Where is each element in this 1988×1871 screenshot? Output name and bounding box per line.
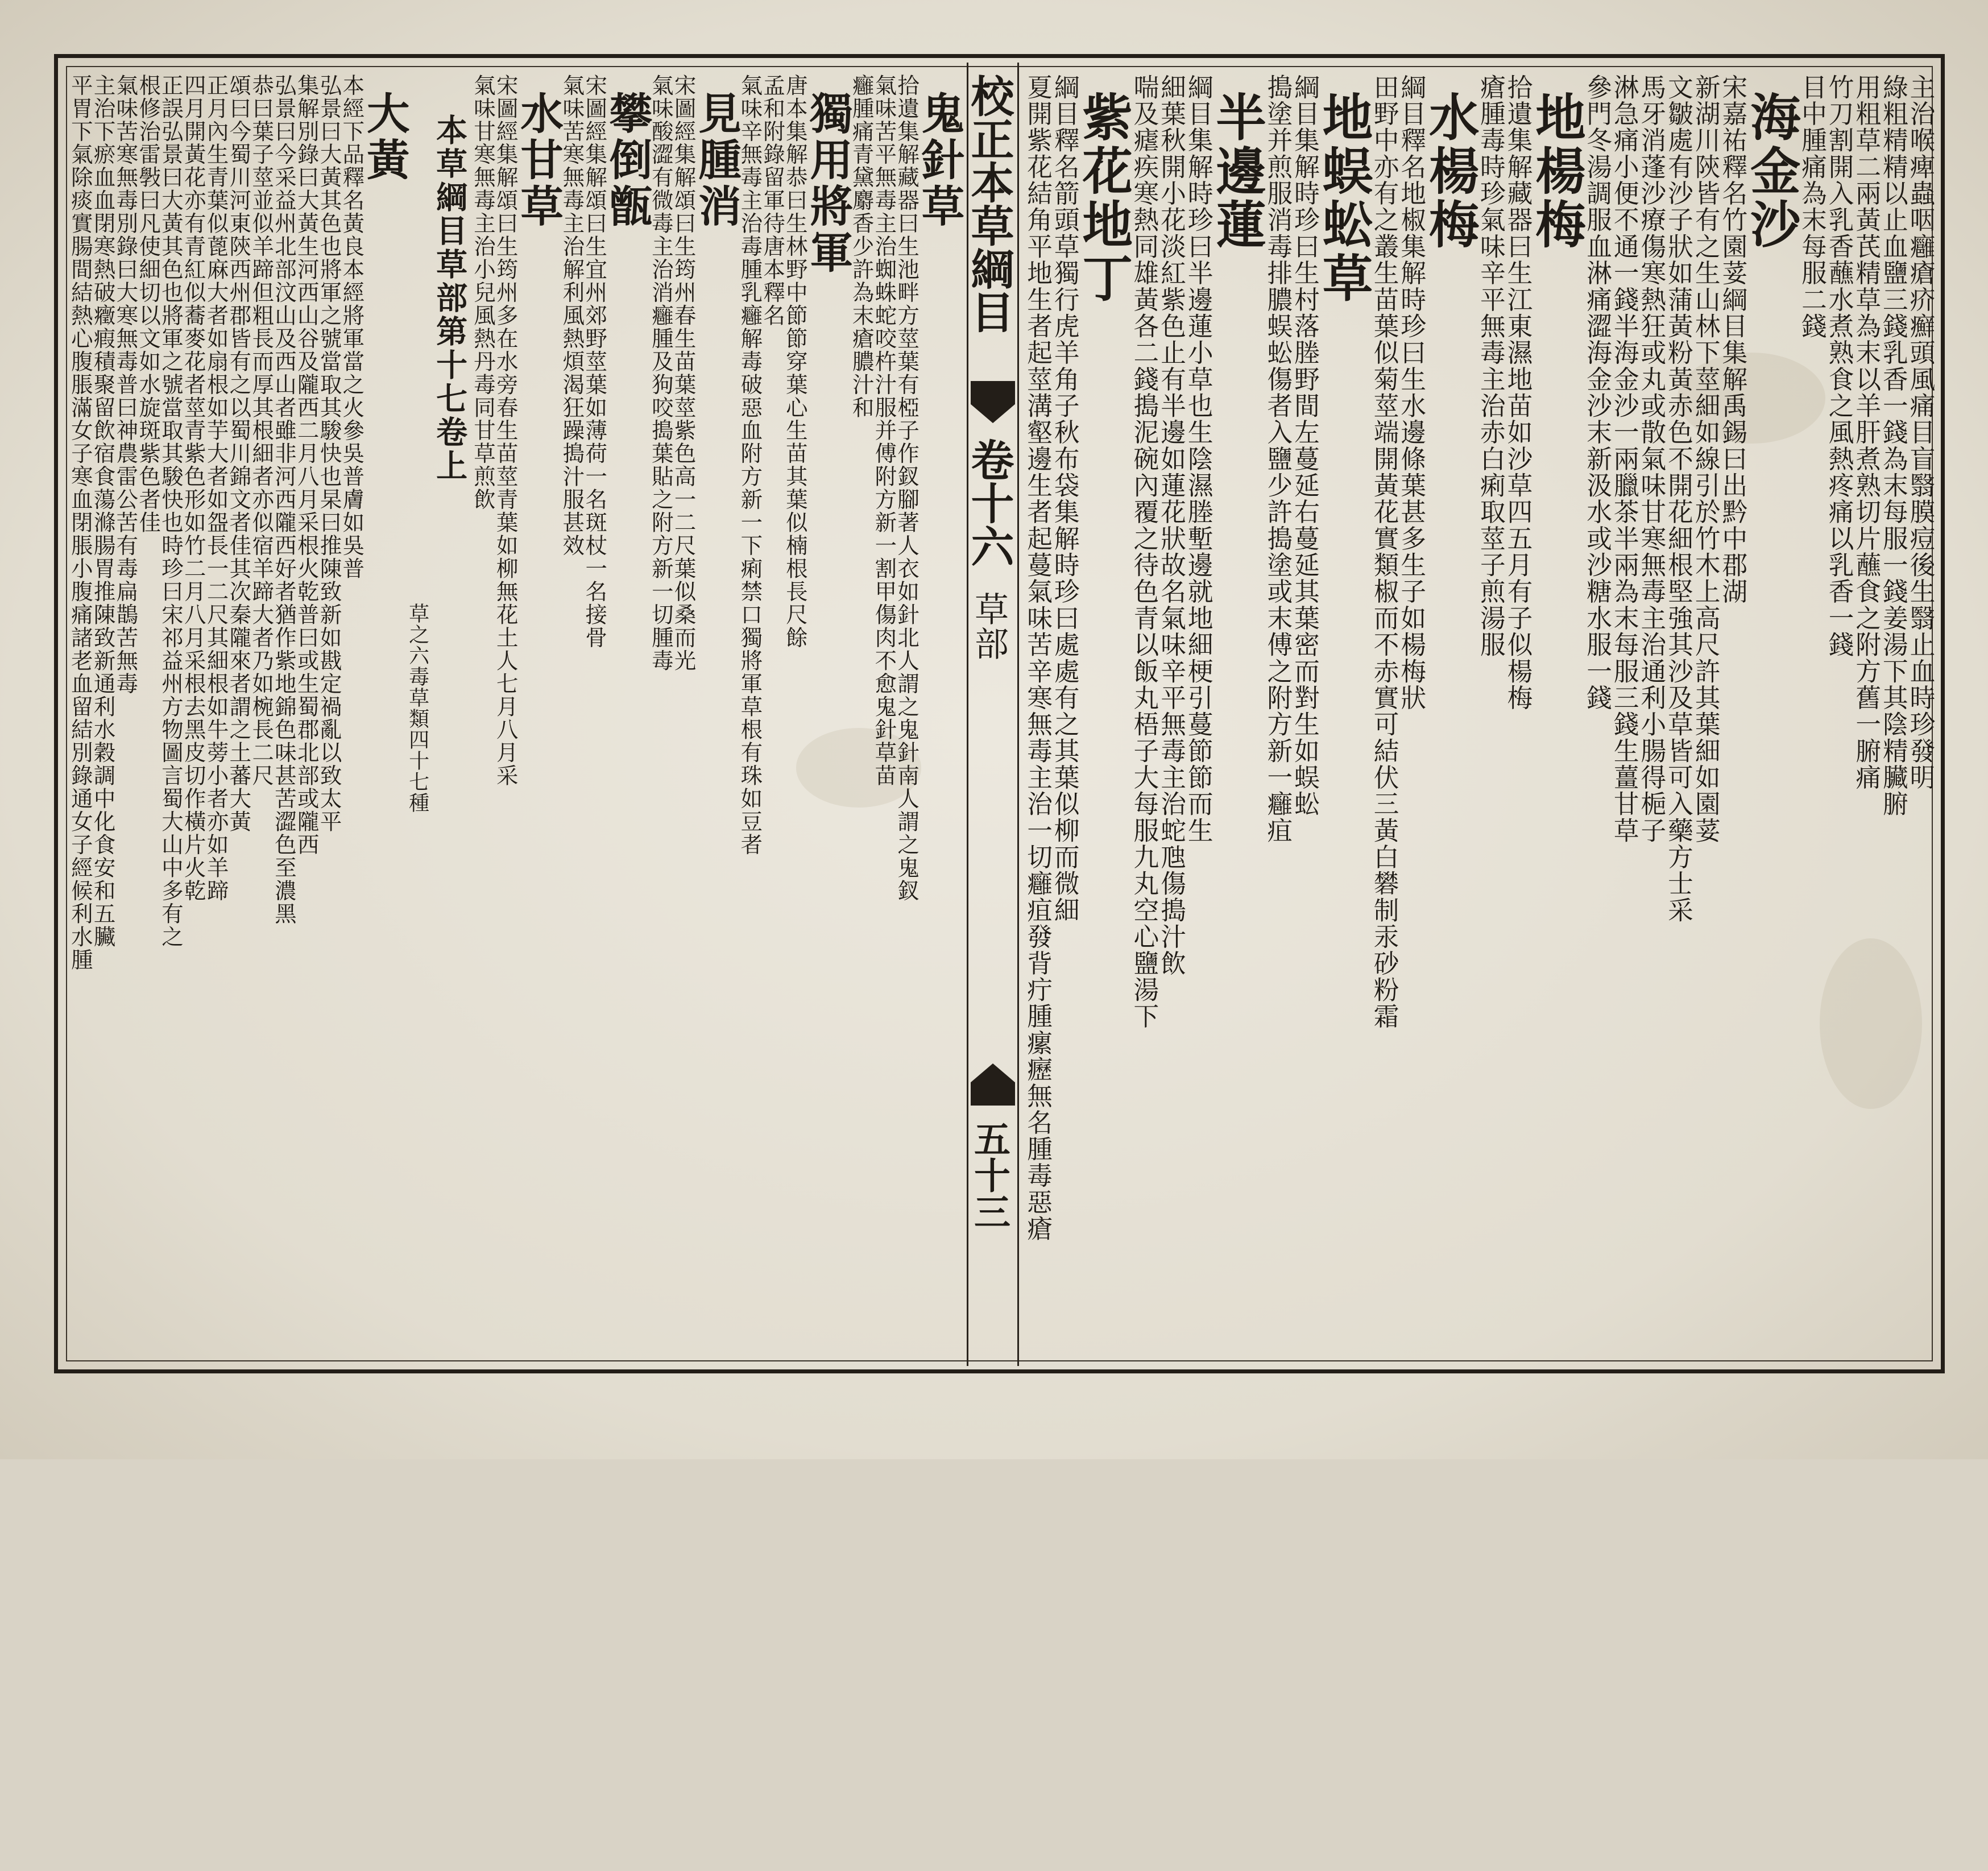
text-column: 綱目釋名箭頭草獨行虎羊角子秋布袋集解時珍曰處處有之其葉似柳而微細	[1050, 74, 1080, 924]
text-column: 主治下瘀血血閉寒熱破癥瘕積聚留飲宿食蕩滌腸胃推陳致新通利水穀調中化食安和五臟	[89, 74, 115, 949]
text-column: 喘及瘧疾寒熱同雄黃各二錢搗泥碗內覆之待色青以飯丸梧子大每服九丸空心鹽湯下	[1129, 74, 1159, 1030]
chapter-title: 本草綱目草部第十七卷上	[431, 114, 469, 483]
center-spine	[964, 63, 1019, 1366]
text-column: 細葉秋開小花淡紅紫色止有半邊如蓮花狀故名氣味辛平無毒主治蛇虺傷搗汁飲	[1156, 74, 1186, 977]
entry-heading: 獨用將軍	[802, 91, 854, 276]
folio-number: 五十三	[968, 1120, 1010, 1230]
text-column: 綠粗精精以止血鹽三錢乳香一錢為末每服一錢姜湯下其陰精臟腑	[1878, 74, 1908, 818]
text-column: 宋圖經集解頌曰生筠州春生苗葉莖紫色高一二尺葉似桑而光	[670, 74, 696, 672]
text-column: 正誤弘景曰大黃其色也將軍之號當取其駿快也時珍曰宋祁益州方物圖言蜀大山中多有之	[157, 74, 183, 949]
text-column: 頌曰今蜀川河東陝西州郡皆有之以蜀川錦文者佳其次秦隴來者謂之土蕃大黃	[225, 74, 251, 834]
text-column: 癰腫痛青黛麝香少許為末瘡膿汁和	[848, 74, 874, 419]
text-column: 綱目集解時珍曰半邊蓮小草也生陰濕塍塹邊就地細梗引蔓節節而生	[1183, 74, 1213, 844]
text-column: 氣味苦寒無毒別錄曰大寒無毒普曰神農雷公苦有毒扁鵲苦無毒	[112, 74, 138, 696]
book-title: 校正本草綱目	[964, 74, 1014, 333]
volume-label: 卷十六	[964, 438, 1014, 568]
text-column: 孟和附錄留軍待唐本釋名	[759, 74, 785, 328]
text-column: 拾遺集解藏器曰生江東濕地苗如沙草四五月有子似楊梅	[1502, 74, 1533, 711]
chapter-subtitle: 草之六毒草類四十七種	[405, 603, 429, 813]
text-column: 弘景曰今采益州北部汶山及西山者雖非河西隴西好者猶作紫地錦色味甚苦澀色至濃黑	[270, 74, 296, 926]
text-column: 四月開黃花亦有青紅似蕎麥花者莖青紫色形如竹二月八月采根去黑皮切作橫片火乾	[180, 74, 206, 903]
text-column: 田野中亦有之叢生苗葉似菊莖端開黃花實類椒而不赤實可結伏三黃白礬制汞砂粉霜	[1369, 74, 1399, 1030]
text-column: 本經下品釋名黃良本經將軍當之火參吳普膚如吳普	[338, 74, 365, 581]
text-column: 目中腫痛為末每服二錢	[1797, 74, 1827, 340]
text-column: 用粗草二兩黃芪精草為末以羊肝煮熟切片蘸食之附方舊一腑痛	[1851, 74, 1881, 791]
text-column: 參門冬湯調服血淋痛澀海金沙末新汲水或沙糖水服一錢	[1582, 74, 1612, 711]
entry-heading: 鬼針草	[914, 91, 965, 230]
text-column: 夏開紫花結角平地生者起莖溝壑邊生者起蔓氣味苦辛寒無毒主治一切癰疽發背疔腫瘰癧無名腫毒惡瘡	[1022, 74, 1053, 1242]
entry-heading: 地蜈蚣草	[1314, 91, 1374, 306]
entry-heading: 見腫消	[691, 91, 742, 230]
text-column: 馬牙消蓬沙療傷寒熱狂或丸或散氣味甘寒無毒主治通利小腸得梔子	[1636, 74, 1666, 844]
entry-heading: 海金沙	[1742, 91, 1801, 252]
text-column: 淋急痛小便不通一錢半海金沙一兩臘茶半兩為末每服三錢生薑甘草	[1609, 74, 1639, 844]
entry-heading: 攀倒甑	[602, 91, 653, 230]
text-column: 宋圖經集解頌曰生筠州多在水旁春生苗莖青葉如柳無花土人七月八月采	[492, 74, 518, 788]
fish-tail-ornament-icon	[971, 381, 1015, 423]
text-column: 唐本集解恭曰生林野中節節穿葉心生苗其葉似楠根長尺餘	[781, 74, 807, 649]
text-column: 集解別錄曰大黃生河西山谷及隴西二月八月采根火乾普曰或生蜀郡北部或隴西	[293, 74, 319, 856]
text-column: 文皺處有沙子狀如蒲黃粉黃赤色不開花細根堅強其沙及草皆可入藥方士采	[1663, 74, 1693, 924]
entry-heading: 半邊蓮	[1208, 91, 1268, 252]
entry-heading: 紫花地丁	[1074, 91, 1134, 306]
text-column: 正月內生青葉似蓖麻大者如扇根如芋大者如盌長一二尺其細根如牛蒡小者亦如羊蹄	[202, 74, 229, 903]
text-column: 新湖川陝皆有之生山林下莖細如線引於竹木上高尺許其葉細如園荽	[1691, 74, 1721, 844]
section-label: 草部	[969, 591, 1009, 661]
text-column: 主治喉痺蟲咽癰瘡疥癬頭風痛目盲翳膜痘後生翳止血時珍發明	[1905, 74, 1935, 791]
text-column: 宋嘉祐釋名竹園荽綱目集解禹錫曰出黔中郡湖	[1717, 74, 1747, 605]
text-column: 氣味苦平無毒主治蜘蛛蛇咬杵汁服并傅附方新一割甲傷肉不愈鬼針草苗	[871, 74, 897, 788]
entry-heading: 水楊梅	[1420, 91, 1480, 252]
text-column: 氣味酸澀有微毒主治消癰腫及狗咬搗葉貼之附方新一切腫毒	[647, 74, 673, 672]
text-column: 氣味辛無毒主治毒腫乳癰解毒破惡血附方新一下痢禁口獨將軍草根有珠如豆者	[736, 74, 763, 856]
text-column: 瘡腫毒時珍氣味辛平無毒主治赤白痢取莖子煎湯服	[1476, 74, 1506, 658]
text-column: 拾遺集解藏器曰生池畔方莖葉有椏子作釵腳著人衣如針北人謂之鬼針南人謂之鬼釵	[893, 74, 920, 903]
text-column: 搗塗并煎服消毒排膿蜈蚣傷者入鹽少許搗塗或末傅之附方新一癰疽	[1262, 74, 1293, 844]
text-column: 宋圖經集解頌曰生宜州郊野莖葉如薄荷一名斑杖一名接骨	[581, 74, 607, 649]
text-column: 竹刀割開入乳香蘸水煮熟食之風熱疼痛以乳香一錢	[1824, 74, 1854, 658]
text-column: 綱目釋名地椒集解時珍曰生水邊條葉甚多生子如楊梅狀	[1396, 74, 1426, 711]
text-column: 氣味苦寒無毒主治解利風熱煩渴狂躁搗汁服甚效	[558, 74, 585, 557]
text-column: 弘景曰大黃其色也將軍之號當取其駿快也杲曰推陳致新如戡定禍亂以致太平	[316, 74, 342, 834]
text-column: 平胃下氣除痰實腸間結熱心腹脹滿女子寒血閉脹小腹痛諸老血留結別錄通女子經候利水腫	[67, 74, 93, 971]
text-column: 氣味甘寒無毒主治小兒風熱丹毒同甘草煎飲	[469, 74, 495, 511]
entry-heading: 大黃	[359, 91, 411, 184]
text-column: 恭曰葉子莖並似羊蹄但粗長而厚其根細者亦似宿羊蹄大者乃如椀長二尺	[248, 74, 274, 788]
entry-heading: 水甘草	[513, 91, 564, 230]
fish-tail-ornament-icon	[971, 1063, 1015, 1106]
text-column: 綱目集解時珍曰生村落塍野間左蔓延右蔓延其葉密而對生如蜈蚣	[1290, 74, 1320, 818]
entry-heading: 地楊梅	[1527, 91, 1587, 252]
text-column: 根修治雷斅曰凡使細切以文如水旋斑紫色者佳	[135, 74, 161, 535]
